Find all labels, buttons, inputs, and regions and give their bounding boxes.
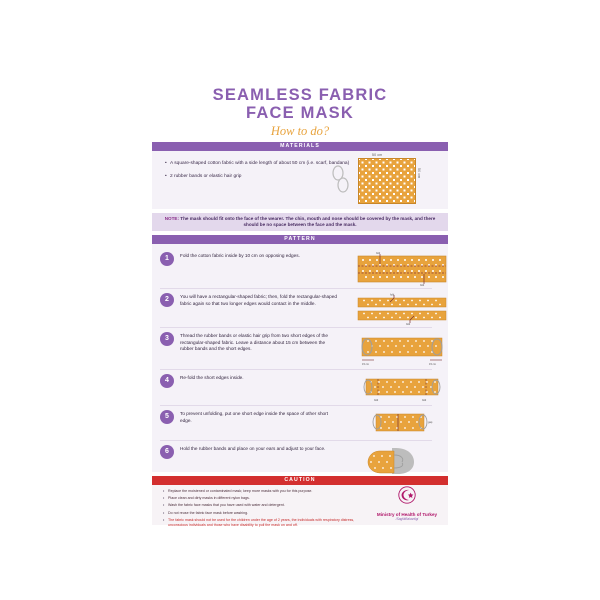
list-item: • The fabric mask should not be used for the children under the age of 2 years, the individuals with respiratory distress, unconscious individuals and those who have disability to pull the mask on and off. — [168, 518, 368, 529]
divider — [160, 288, 432, 289]
step-text: Hold the rubber bands and place on your ears and adjust to your face. — [180, 446, 326, 451]
note-text — [158, 216, 442, 228]
step-text: You will have a rectangular-shaped fabric; then, fold the rectangular-shaped fabric again so that two longer edges would contact in the middle. — [180, 294, 337, 306]
ministry-crescent-star-icon — [396, 486, 418, 506]
svg-text:15 cm: 15 cm — [362, 363, 370, 366]
materials-section-bar: MATERIALS — [152, 142, 448, 151]
step-text: Fold the cotton fabric inside by 10 cm on opposing edges. — [180, 253, 300, 258]
step-number: 1 — [160, 252, 174, 266]
svg-text:fold: fold — [422, 399, 427, 402]
page-title-line2: FACE MASK — [246, 104, 354, 122]
poster-sheet — [140, 72, 460, 528]
list-item: • Wash the fabric face masks that you have used with water and detergent. — [168, 503, 368, 509]
ministry-name: Ministry of Health of Turkey — [376, 512, 438, 517]
caution-section-bar: CAUTION — [152, 476, 448, 485]
page-title-line1: SEAMLESS FABRIC — [212, 86, 388, 104]
page-subtitle: How to do? — [270, 124, 330, 138]
step-number: 6 — [160, 445, 174, 459]
step-number: 4 — [160, 374, 174, 388]
divider — [160, 327, 432, 328]
step-6-illustration — [350, 445, 454, 475]
svg-text:fold: fold — [374, 399, 379, 402]
fabric-square-illustration — [358, 158, 416, 204]
elastic-band-icon — [330, 164, 352, 196]
step-text: Thread the rubber bands or elastic hair grip from two short edges of the rectangular-shaped fabric. Leave a distance about 15 cm between the rubber bands and the short edges. — [180, 333, 328, 352]
divider — [160, 440, 432, 441]
fabric-dim-side-label: 50 cm — [417, 168, 421, 179]
svg-text:15 cm: 15 cm — [429, 363, 437, 366]
step-number: 5 — [160, 410, 174, 424]
step-3-illustration — [350, 332, 454, 368]
fabric-dim-top-label: 50 cm — [372, 153, 383, 157]
step-number: 3 — [160, 332, 174, 346]
note-label: NOTE: — [164, 216, 179, 221]
svg-text:gap: gap — [428, 421, 433, 424]
caution-list — [160, 489, 368, 531]
divider — [160, 405, 432, 406]
list-item: • A square-shaped cotton fabric with a side length of about 50 cm (i.e. scarf, bandana) — [170, 160, 350, 168]
step-1-illustration — [350, 252, 454, 286]
step-text: To prevent unfolding, put one short edge inside the space of other short edge. — [180, 411, 329, 423]
step-number: 2 — [160, 293, 174, 307]
materials-list — [162, 160, 350, 185]
pattern-section-bar: PATTERN — [152, 235, 448, 244]
step-5-illustration — [350, 410, 454, 438]
list-item: • Replace the moistened or contaminated mask; keep more masks with you for this purpose. — [168, 489, 368, 495]
step-2-illustration — [350, 293, 454, 325]
svg-text:fold: fold — [390, 293, 395, 297]
ministry-handle: /SaglikBakanligi — [395, 517, 419, 521]
list-item: • Do not reuse the fabric face mask before washing. — [168, 511, 368, 517]
svg-text:fold: fold — [420, 284, 425, 286]
step-4-illustration — [350, 374, 454, 404]
note-panel — [152, 213, 448, 231]
divider — [160, 369, 432, 370]
note-body: The mask should fit onto the face of the wearer. The chin, mouth and nose should be covered by the mask, and there should be no space between the face and the mask. — [180, 216, 436, 227]
list-item: • 2 rubber bands or elastic hair grip — [170, 173, 350, 181]
svg-text:fold: fold — [376, 252, 381, 255]
list-item: • Place clean and dirty masks in different nylon bags. — [168, 496, 368, 502]
svg-text:fold: fold — [406, 323, 411, 325]
step-text: Re-fold the short edges inside. — [180, 375, 244, 380]
ministry-logo-block — [368, 486, 446, 521]
